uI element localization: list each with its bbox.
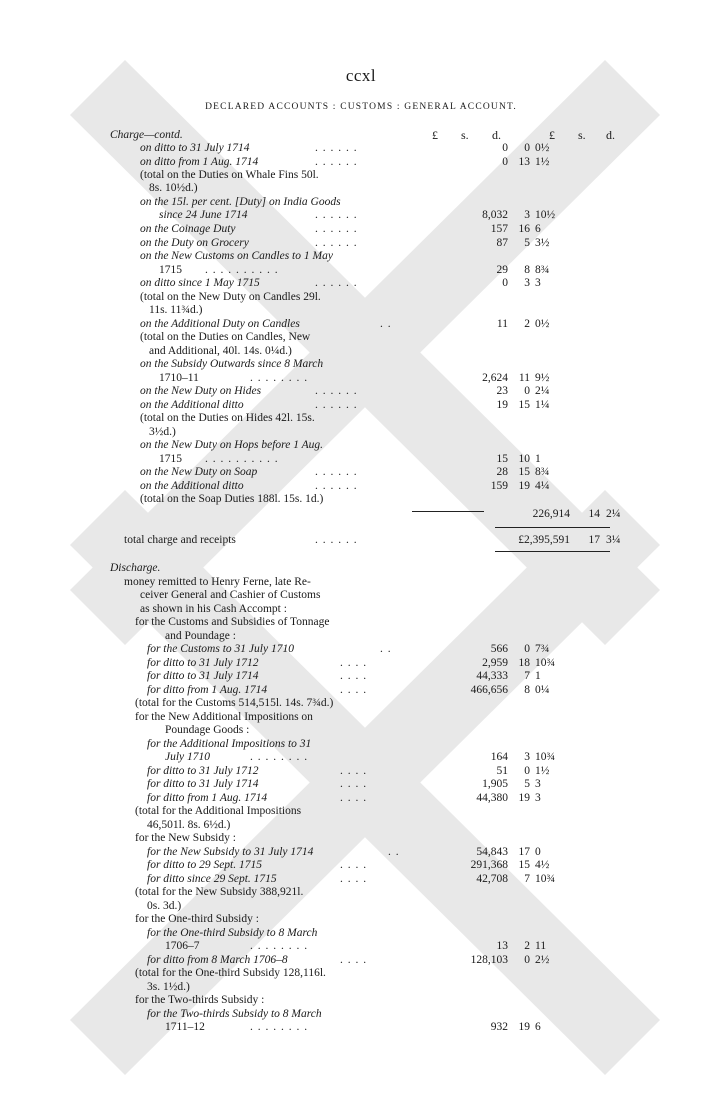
amount-pence: 0 bbox=[535, 846, 541, 858]
line-text: as shown in his Cash Accompt : bbox=[140, 603, 287, 615]
dot-leader: . . . . . . bbox=[315, 156, 358, 168]
line-text: for the One-third Subsidy to 8 March bbox=[147, 927, 318, 939]
amount-shillings: 0 bbox=[524, 643, 530, 655]
amount-shillings: 2 bbox=[524, 940, 530, 952]
line-text: for the New Additional Impositions on bbox=[135, 711, 313, 723]
amount-pence: 10¾ bbox=[535, 657, 556, 669]
dot-leader: . . . . bbox=[340, 954, 368, 966]
line-text: on the Additional ditto bbox=[140, 399, 244, 411]
amount-shillings: 3 bbox=[524, 277, 530, 289]
amount-pence: 11 bbox=[535, 940, 547, 952]
dot-leader: . . . . bbox=[340, 657, 368, 669]
total-pounds: £2,395,591 bbox=[518, 534, 570, 546]
dot-leader: . . . . . . bbox=[315, 237, 358, 249]
dot-leader: . . bbox=[380, 643, 392, 655]
dot-leader: . . . . . . . . . . bbox=[205, 264, 279, 276]
line-text: for ditto to 31 July 1712 bbox=[147, 657, 259, 669]
amount-pounds: 2,624 bbox=[482, 372, 508, 384]
col-head-pounds-total: £ bbox=[549, 128, 555, 142]
line-text: for ditto to 29 Sept. 1715 bbox=[147, 859, 262, 871]
amount-pounds: 0 bbox=[502, 277, 508, 289]
line-text: for ditto from 1 Aug. 1714 bbox=[147, 684, 268, 696]
amount-pence: 7¾ bbox=[535, 643, 550, 655]
amount-pence: 3 bbox=[535, 792, 541, 804]
amount-shillings: 0 bbox=[524, 142, 530, 154]
total-rule-bottom bbox=[495, 551, 610, 552]
line-text: (total for the Customs 514,515l. 14s. 7¾d.) bbox=[135, 697, 334, 709]
line-text: for ditto to 31 July 1714 bbox=[147, 670, 259, 682]
amount-shillings: 15 bbox=[518, 466, 530, 478]
line-text: money remitted to Henry Ferne, late Re- bbox=[124, 576, 311, 588]
line-text: 1715 bbox=[159, 453, 182, 465]
line-text: (total on the New Duty on Candles 29l. bbox=[140, 291, 321, 303]
line-text: and Additional, 40l. 14s. 0¼d.) bbox=[149, 345, 292, 357]
line-text: on ditto since 1 May 1715 bbox=[140, 277, 260, 289]
dot-leader: . . . . bbox=[340, 859, 368, 871]
dot-leader: . . . . . . . . . . bbox=[205, 453, 279, 465]
amount-shillings: 19 bbox=[518, 792, 530, 804]
amount-pence: 2¼ bbox=[535, 385, 550, 397]
amount-shillings: 0 bbox=[524, 954, 530, 966]
amount-pounds: 0 bbox=[502, 142, 508, 154]
amount-pounds: 28 bbox=[496, 466, 508, 478]
dot-leader: . . . . bbox=[340, 684, 368, 696]
amount-pence: 4½ bbox=[535, 859, 550, 871]
amount-pence: 1½ bbox=[535, 765, 550, 777]
line-text: for the One-third Subsidy : bbox=[135, 913, 259, 925]
amount-pounds: 13 bbox=[496, 940, 508, 952]
line-text: on the New Duty on Soap bbox=[140, 466, 258, 478]
dot-leader: . . . . . . . . bbox=[250, 372, 309, 384]
line-text: July 1710 bbox=[165, 751, 211, 763]
amount-pence: 8¾ bbox=[535, 264, 550, 276]
line-text: 0s. 3d.) bbox=[147, 900, 182, 912]
line-text: 1706–7 bbox=[165, 940, 200, 952]
amount-pence: 3 bbox=[535, 277, 541, 289]
col-head-shillings: s. bbox=[461, 128, 469, 142]
dot-leader: . . . . . . bbox=[315, 399, 358, 411]
amount-pounds: 8,032 bbox=[482, 209, 508, 221]
dot-leader: . . . . . . bbox=[315, 534, 358, 546]
total-pounds: 226,914 bbox=[532, 508, 570, 520]
dot-leader: . . . . bbox=[340, 792, 368, 804]
amount-pence: 4¼ bbox=[535, 480, 550, 492]
amount-shillings: 19 bbox=[518, 480, 530, 492]
line-text: for the New Subsidy to 31 July 1714 bbox=[147, 846, 314, 858]
amount-pence: 8¾ bbox=[535, 466, 550, 478]
col-head-pence: d. bbox=[492, 128, 501, 142]
dot-leader: . . . . . . bbox=[315, 209, 358, 221]
amount-pounds: 128,103 bbox=[470, 954, 508, 966]
line-text: on the New Duty on Hops before 1 Aug. bbox=[140, 439, 324, 451]
line-text: 1715 bbox=[159, 264, 182, 276]
amount-shillings: 15 bbox=[518, 399, 530, 411]
line-text: Poundage Goods : bbox=[165, 724, 250, 736]
amount-shillings: 3 bbox=[524, 751, 530, 763]
amount-pounds: 159 bbox=[490, 480, 508, 492]
amount-pounds: 15 bbox=[496, 453, 508, 465]
amount-pence: 0½ bbox=[535, 142, 550, 154]
amount-shillings: 0 bbox=[524, 765, 530, 777]
amount-pounds: 2,959 bbox=[482, 657, 508, 669]
amount-pounds: 23 bbox=[496, 385, 508, 397]
amount-shillings: 11 bbox=[518, 372, 530, 384]
dot-leader: . . . . . . bbox=[315, 142, 358, 154]
line-text: on the New Duty on Hides bbox=[140, 385, 262, 397]
amount-shillings: 2 bbox=[524, 318, 530, 330]
amount-pence: 1 bbox=[535, 670, 541, 682]
dot-leader: . . . . . . bbox=[315, 277, 358, 289]
amount-pence: 10¾ bbox=[535, 873, 556, 885]
col-head-pounds: £ bbox=[432, 128, 438, 142]
amount-pounds: 19 bbox=[496, 399, 508, 411]
dot-leader: . . . . . . bbox=[315, 223, 358, 235]
col-head-shillings-total: s. bbox=[578, 128, 586, 142]
line-text: 1711–12 bbox=[165, 1021, 205, 1033]
total-shillings: 17 bbox=[588, 534, 600, 546]
dot-leader: . . . . . . . . bbox=[250, 940, 309, 952]
amount-pence: 3½ bbox=[535, 237, 550, 249]
amount-shillings: 13 bbox=[518, 156, 530, 168]
total-rule-top bbox=[495, 527, 610, 528]
amount-pounds: 291,368 bbox=[470, 859, 508, 871]
amount-pounds: 164 bbox=[490, 751, 508, 763]
amount-shillings: 17 bbox=[518, 846, 530, 858]
amount-pence: 3 bbox=[535, 778, 541, 790]
line-text: total charge and receipts bbox=[124, 534, 236, 546]
line-text: and Poundage : bbox=[165, 630, 236, 642]
total-pence: 2¼ bbox=[606, 508, 621, 520]
line-text: (total for the One-third Subsidy 128,116l. bbox=[135, 967, 326, 979]
amount-shillings: 5 bbox=[524, 778, 530, 790]
line-text: for ditto since 29 Sept. 1715 bbox=[147, 873, 277, 885]
line-text: on the Additional ditto bbox=[140, 480, 244, 492]
line-text: on ditto to 31 July 1714 bbox=[140, 142, 250, 154]
amount-pence: 6 bbox=[535, 223, 541, 235]
amount-pounds: 157 bbox=[490, 223, 508, 235]
line-text: Discharge. bbox=[110, 562, 161, 574]
line-text: 3s. 1½d.) bbox=[147, 981, 190, 993]
line-text: for the Two-thirds Subsidy : bbox=[135, 994, 265, 1006]
line-text: 11s. 11¾d.) bbox=[149, 304, 203, 316]
amount-pounds: 1,905 bbox=[482, 778, 508, 790]
line-text: on the 15l. per cent. [Duty] on India Goods bbox=[140, 196, 341, 208]
line-text: for the Customs and Subsidies of Tonnage bbox=[135, 616, 330, 628]
col-head-pence-total: d. bbox=[606, 128, 615, 142]
line-text: (total for the Additional Impositions bbox=[135, 805, 302, 817]
dot-leader: . . bbox=[380, 318, 392, 330]
total-pence: 3¼ bbox=[606, 534, 621, 546]
amount-shillings: 7 bbox=[524, 873, 530, 885]
subtotal-rule bbox=[412, 511, 484, 512]
dot-leader: . . . . bbox=[340, 670, 368, 682]
dot-leader: . . . . . . . . bbox=[250, 751, 309, 763]
amount-pence: 6 bbox=[535, 1021, 541, 1033]
dot-leader: . . . . . . bbox=[315, 466, 358, 478]
amount-shillings: 7 bbox=[524, 670, 530, 682]
line-text: for the Customs to 31 July 1710 bbox=[147, 643, 294, 655]
dot-leader: . . . . . . bbox=[315, 385, 358, 397]
line-text: (total for the New Subsidy 388,921l. bbox=[135, 886, 304, 898]
line-text: on the Coinage Duty bbox=[140, 223, 236, 235]
amount-shillings: 18 bbox=[518, 657, 530, 669]
line-text: 8s. 10½d.) bbox=[149, 182, 198, 194]
amount-pence: 1 bbox=[535, 453, 541, 465]
line-text: on the New Customs on Candles to 1 May bbox=[140, 250, 333, 262]
amount-pounds: 566 bbox=[490, 643, 508, 655]
amount-shillings: 16 bbox=[518, 223, 530, 235]
line-text: for ditto to 31 July 1712 bbox=[147, 765, 259, 777]
amount-pence: 1½ bbox=[535, 156, 550, 168]
dot-leader: . . . . bbox=[340, 778, 368, 790]
amount-pounds: 11 bbox=[496, 318, 508, 330]
line-text: ceiver General and Cashier of Customs bbox=[140, 589, 321, 601]
amount-pence: 0¼ bbox=[535, 684, 550, 696]
line-text: on the Duty on Grocery bbox=[140, 237, 249, 249]
dot-leader: . . bbox=[388, 846, 400, 858]
amount-shillings: 19 bbox=[518, 1021, 530, 1033]
amount-pence: 2½ bbox=[535, 954, 550, 966]
line-text: Charge—contd. bbox=[110, 129, 183, 141]
line-text: on ditto from 1 Aug. 1714 bbox=[140, 156, 259, 168]
amount-pence: 9½ bbox=[535, 372, 550, 384]
dot-leader: . . . . bbox=[340, 765, 368, 777]
dot-leader: . . . . . . bbox=[315, 480, 358, 492]
line-text: 46,501l. 8s. 6½d.) bbox=[147, 819, 231, 831]
total-shillings: 14 bbox=[588, 508, 600, 520]
amount-pounds: 51 bbox=[496, 765, 508, 777]
amount-pounds: 0 bbox=[502, 156, 508, 168]
amount-shillings: 10 bbox=[518, 453, 530, 465]
amount-shillings: 5 bbox=[524, 237, 530, 249]
line-text: for ditto from 8 March 1706–8 bbox=[147, 954, 288, 966]
line-text: for the Additional Impositions to 31 bbox=[147, 738, 312, 750]
line-text: for ditto from 1 Aug. 1714 bbox=[147, 792, 268, 804]
amount-pounds: 54,843 bbox=[476, 846, 508, 858]
amount-shillings: 8 bbox=[524, 264, 530, 276]
amount-pounds: 29 bbox=[496, 264, 508, 276]
amount-shillings: 15 bbox=[518, 859, 530, 871]
line-text: for ditto to 31 July 1714 bbox=[147, 778, 259, 790]
line-text: on the Subsidy Outwards since 8 March bbox=[140, 358, 324, 370]
line-text: 3½d.) bbox=[149, 426, 176, 438]
dot-leader: . . . . bbox=[340, 873, 368, 885]
amount-pounds: 466,656 bbox=[470, 684, 508, 696]
line-text: (total on the Soap Duties 188l. 15s. 1d.) bbox=[140, 493, 324, 505]
amount-pounds: 42,708 bbox=[476, 873, 508, 885]
amount-pounds: 44,380 bbox=[476, 792, 508, 804]
line-text: (total on the Duties on Whale Fins 50l. bbox=[140, 169, 319, 181]
amount-pence: 10¾ bbox=[535, 751, 556, 763]
amount-pence: 10½ bbox=[535, 209, 556, 221]
amount-pounds: 44,333 bbox=[476, 670, 508, 682]
amount-shillings: 8 bbox=[524, 684, 530, 696]
amount-shillings: 3 bbox=[524, 209, 530, 221]
line-text: since 24 June 1714 bbox=[159, 209, 248, 221]
amount-pence: 1¼ bbox=[535, 399, 550, 411]
running-head: DECLARED ACCOUNTS : CUSTOMS : GENERAL ACCOUNT. bbox=[205, 102, 517, 112]
line-text: (total on the Duties on Candles, New bbox=[140, 331, 311, 343]
amount-pounds: 87 bbox=[496, 237, 508, 249]
line-text: (total on the Duties on Hides 42l. 15s. bbox=[140, 412, 315, 424]
line-text: for the Two-thirds Subsidy to 8 March bbox=[147, 1008, 322, 1020]
amount-shillings: 0 bbox=[524, 385, 530, 397]
line-text: 1710–11 bbox=[159, 372, 199, 384]
amount-pence: 0½ bbox=[535, 318, 550, 330]
page-number: ccxl bbox=[345, 66, 377, 85]
amount-pounds: 932 bbox=[490, 1021, 508, 1033]
dot-leader: . . . . . . . . bbox=[250, 1021, 309, 1033]
line-text: for the New Subsidy : bbox=[135, 832, 236, 844]
line-text: on the Additional Duty on Candles bbox=[140, 318, 300, 330]
